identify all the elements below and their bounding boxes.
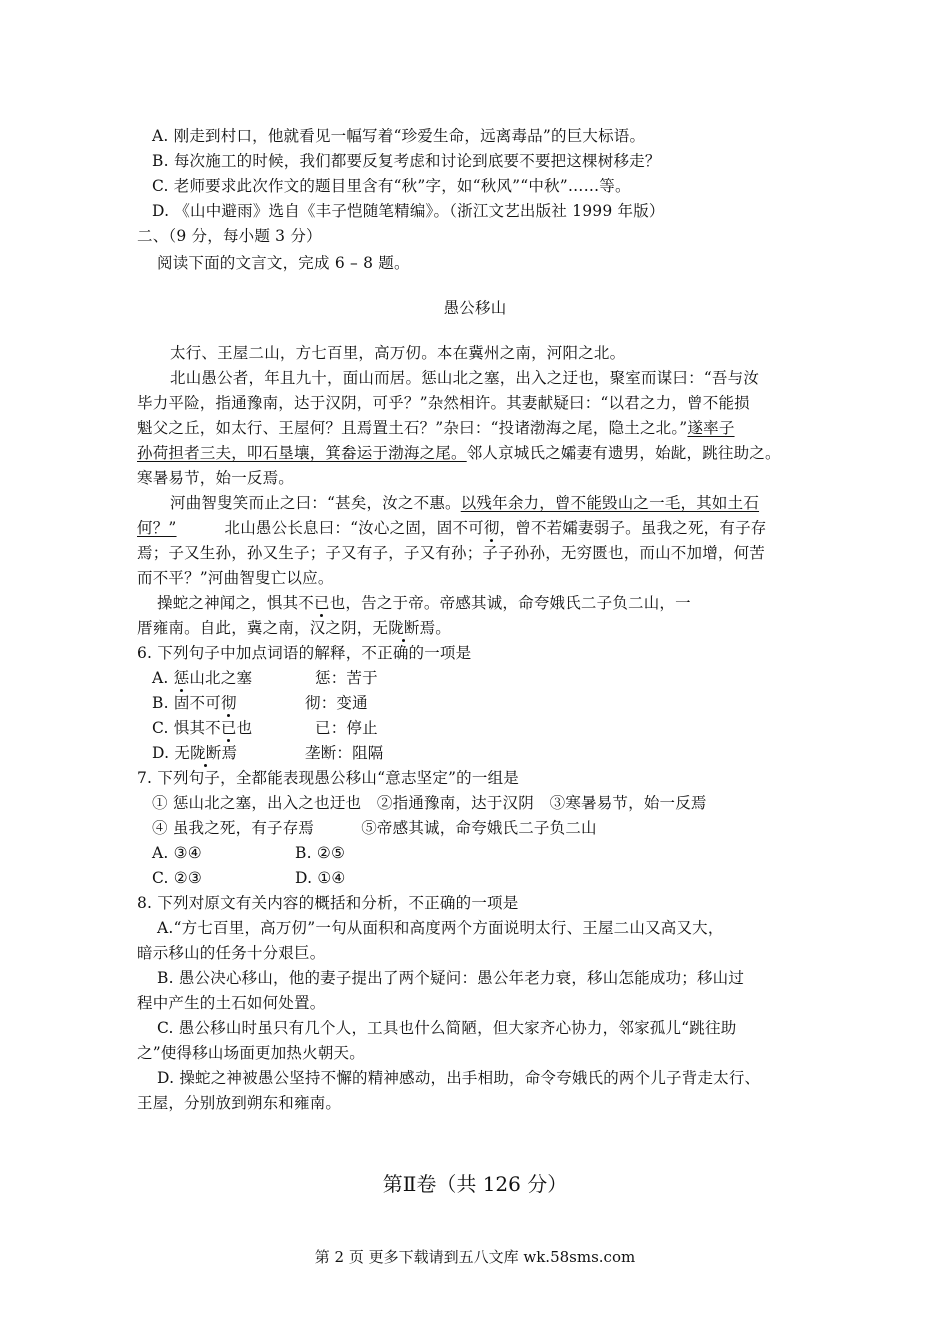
q6-option-d: D. 无陇断焉 <box>152 744 238 762</box>
passage-paragraph-3-line-3: 焉；子又生孙，孙又生子；子又有子，子又有孙；子子孙孙，无穷匮也，而山不加增，何苦 <box>137 544 766 562</box>
q6-option-b: B. 固不可彻 <box>152 694 237 712</box>
q6-option-a-explanation: 惩：苦于 <box>315 669 378 687</box>
underlined-text: 孙荷担者三夫，叩石垦壤，箕畚运于渤海之尾。 <box>137 444 467 462</box>
passage-title: 愚公移山 <box>443 299 507 317</box>
q8-option-a-line-2: 暗示移山的任务十分艰巨。 <box>137 944 326 962</box>
q8-option-d-line-2: 王屋，分别放到朔东和雍南。 <box>137 1094 342 1112</box>
q6-option-d-explanation: 垄断：阻隔 <box>305 744 384 762</box>
dotted-char: 陇断 <box>388 619 420 637</box>
q6-option-c: C. 惧其不已也 <box>152 719 253 737</box>
q7-items-line-1: ① 惩山北之塞，出入之也迂也 ②指通豫南，达于汉阴 ③寒暑易节，始一反焉 <box>152 794 707 812</box>
q5-option-c: C. 老师要求此次作文的题目里含有“秋”字，如“秋风”“中秋”……等。 <box>152 177 631 195</box>
q8-option-b-line-2: 程中产生的土石如何处置。 <box>137 994 326 1012</box>
q7-option-a: A. ③④ <box>152 844 202 862</box>
q7-stem: 7. 下列句子，全都能表现愚公移山“意志坚定”的一组是 <box>137 769 519 787</box>
dotted-char: 已 <box>220 719 237 737</box>
part2-instruction: 阅读下面的文言文，完成 6 – 8 题。 <box>157 254 410 272</box>
passage-paragraph-3-line-1: 河曲智叟笑而止之曰：“甚矣，汝之不惠。以残年余力，曾不能毁山之一毛，其如土石 <box>170 494 760 512</box>
q8-stem: 8. 下列对原文有关内容的概括和分析，不正确的一项是 <box>137 894 519 912</box>
passage-paragraph-4-line-1: 操蛇之神闻之，惧其不已也，告之于帝。帝感其诚，命夸娥氏二子负二山，一 <box>157 594 691 612</box>
q5-option-b: B. 每次施工的时候，我们都要反复考虑和讨论到底要不要把这棵树移走？ <box>152 152 661 170</box>
dotted-char: 已 <box>314 594 330 612</box>
underlined-text: 以残年余力，曾不能毁山之一毛，其如土石 <box>460 494 760 512</box>
dotted-char: 陇断 <box>190 744 222 762</box>
q7-option-d: D. ①④ <box>295 869 346 887</box>
part2-header: 二、（9 分，每小题 3 分） <box>137 227 322 245</box>
dotted-char: 彻 <box>483 519 500 537</box>
passage-paragraph-2-line-4: 孙荷担者三夫，叩石垦壤，箕畚运于渤海之尾。邻人京城氏之孀妻有遗男，始龀，跳往助之。 <box>137 444 781 462</box>
passage-paragraph-3-line-2: 何？” 北山愚公长息曰：“汝心之固，固不可彻，曾不若孀妻弱子。虽我之死，有子存 <box>137 519 767 537</box>
q8-option-b-line-1: B. 愚公决心移山，他的妻子提出了两个疑问：愚公年老力衰，移山怎能成功；移山过 <box>157 969 745 987</box>
q8-option-c-line-1: C. 愚公移山时虽只有几个人，工具也什么简陋，但大家齐心协力，邻家孤儿“跳往助 <box>157 1019 737 1037</box>
passage-paragraph-2-line-1: 北山愚公者，年且九十，面山而居。惩山北之塞，出入之迂也，聚室而谋曰：“吾与汝 <box>170 369 760 387</box>
dotted-char: 惩 <box>173 669 190 687</box>
page-footer: 第 2 页 更多下载请到五八文库 wk.58sms.com <box>314 1248 636 1266</box>
q7-option-c: C. ②③ <box>152 869 202 887</box>
underlined-text: 遂率子 <box>687 419 735 437</box>
q7-items-line-2: ④ 虽我之死，有子存焉 ⑤帝感其诚，命夸娥氏二子负二山 <box>152 819 597 837</box>
passage-paragraph-2-line-3: 魁父之丘，如太行、王屋何？且焉置土石？”杂曰：“投诸渤海之尾，隐土之北。”遂率子 <box>137 419 735 437</box>
q7-option-b: B. ②⑤ <box>295 844 346 862</box>
q5-option-a: A. 刚走到村口，他就看见一幅写着“珍爱生命，远离毒品”的巨大标语。 <box>152 127 646 145</box>
q8-option-c-line-2: 之”使得移山场面更加热火朝天。 <box>137 1044 365 1062</box>
passage-paragraph-4-line-2: 厝雍南。自此，冀之南，汉之阴，无陇断焉。 <box>137 619 452 637</box>
underlined-text: 何？” <box>137 519 177 537</box>
q8-option-a-line-1: A.“方七百里，高万仞”一句从面积和高度两个方面说明太行、王屋二山又高又大， <box>157 919 724 937</box>
q6-option-a: A. 惩山北之塞 <box>152 669 253 687</box>
passage-paragraph-2-line-2: 毕力平险，指通豫南，达于汉阴，可乎？”杂然相许。其妻献疑曰：“以君之力，曾不能损 <box>137 394 750 412</box>
section-2-title: 第Ⅱ卷（共 126 分） <box>382 1172 568 1196</box>
passage-paragraph-1: 太行、王屋二山，方七百里，高万仞。本在冀州之南，河阳之北。 <box>170 344 626 362</box>
passage-paragraph-2-line-5: 寒暑易节，始一反焉。 <box>137 469 295 487</box>
q8-option-d-line-1: D. 操蛇之神被愚公坚持不懈的精神感动，出手相助，命令夸娥氏的两个儿子背走太行、 <box>157 1069 761 1087</box>
q5-option-d: D. 《山中避雨》选自《丰子恺随笔精编》。（浙江文艺出版社 1999 年版） <box>152 202 665 220</box>
passage-paragraph-3-line-4: 而不平？”河曲智叟亡以应。 <box>137 569 334 587</box>
q6-option-b-explanation: 彻：变通 <box>305 694 368 712</box>
q6-option-c-explanation: 已：停止 <box>315 719 378 737</box>
q6-stem: 6. 下列句子中加点词语的解释，不正确的一项是 <box>137 644 472 662</box>
dotted-char: 彻 <box>220 694 237 712</box>
